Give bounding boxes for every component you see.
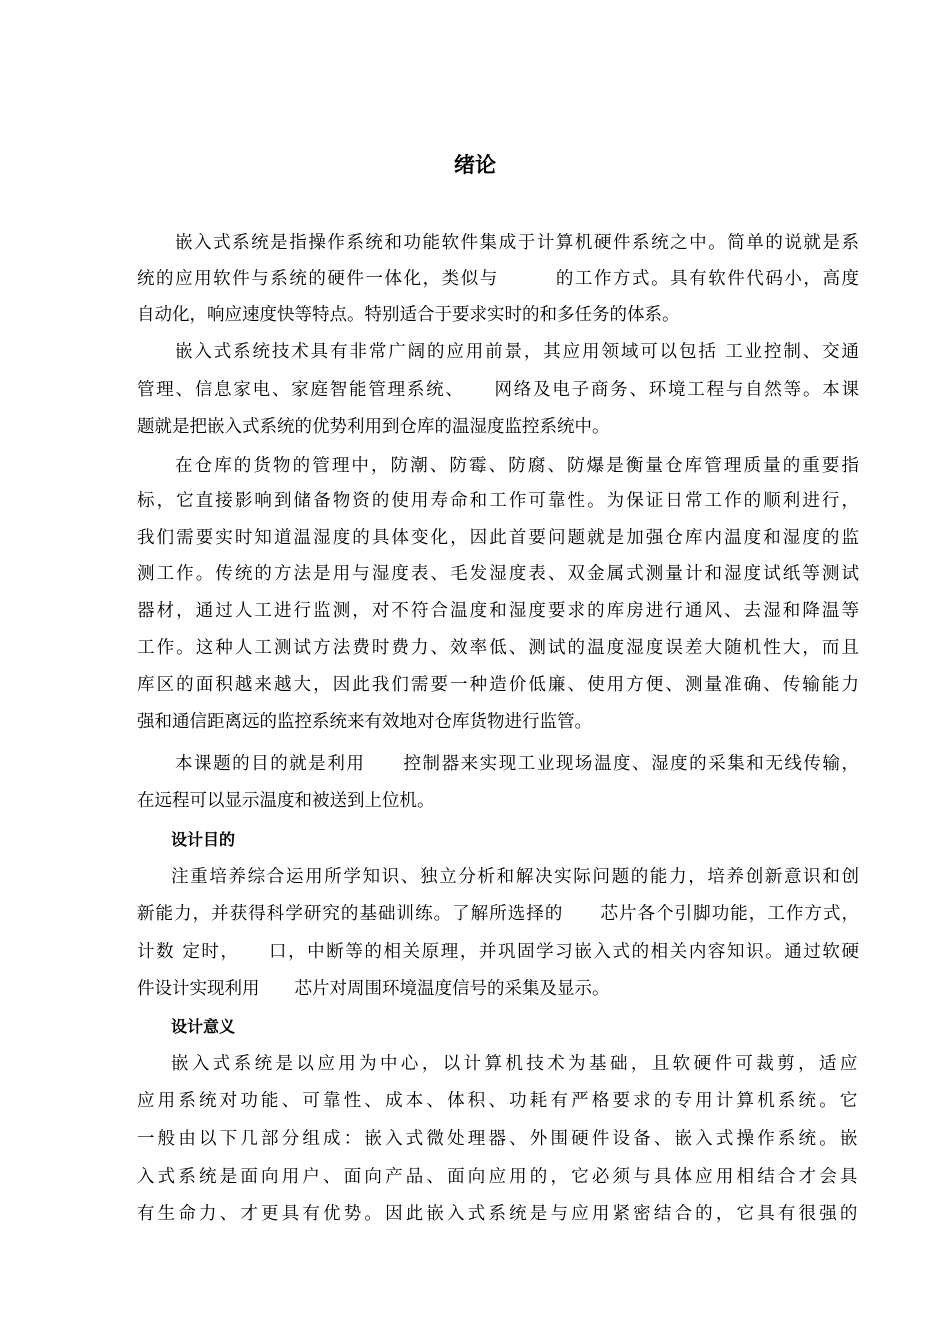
purpose-line-4: 件设计实现利用 芯片对周围环境温度信号的采集及显示。 xyxy=(137,979,610,999)
paragraph-4-line-1: 本课题的目的就是利用 控制器来实现工业现场温度、湿度的采集和无线传输， xyxy=(175,754,859,774)
paragraph-3-line-1: 在仓库的货物的管理中，防潮、防霉、防腐、防爆是衡量仓库管理质量的重要指 xyxy=(175,456,859,476)
significance-line-1: 嵌入式系统是以应用为中心，以计算机技术为基础，且软硬件可裁剪，适应 xyxy=(171,1054,859,1074)
paragraph-3-line-8: 强和通信距离远的监控系统来有效地对仓库货物进行监管。 xyxy=(137,712,592,732)
paragraph-3-line-5: 器材，通过人工进行监测，对不符合温度和湿度要求的库房进行通风、去湿和降温等 xyxy=(137,601,859,621)
paragraph-3-line-2: 标，它直接影响到储备物资的使用寿命和工作可靠性。为保证日常工作的顺利进行， xyxy=(137,491,859,511)
paragraph-1-line-3: 自动化，响应速度快等特点。特别适合于要求实时的和多任务的体系。 xyxy=(137,305,680,325)
paragraph-3-line-3: 我们需要实时知道温湿度的具体变化，因此首要问题就是加强仓库内温度和湿度的监 xyxy=(137,528,859,548)
paragraph-1-line-2: 统的应用软件与系统的硬件一体化，类似与 的工作方式。具有软件代码小，高度 xyxy=(137,269,859,289)
paragraph-3-line-6: 工作。这种人工测试方法费时费力、效率低、测试的温度湿度误差大随机性大，而且 xyxy=(137,638,859,658)
purpose-line-2: 新能力，并获得科学研究的基础训练。了解所选择的 芯片各个引脚功能，工作方式， xyxy=(137,904,859,924)
paragraph-2-line-1: 嵌入式系统技术具有非常广阔的应用前景，其应用领域可以包括 工业控制、交通 xyxy=(175,342,859,362)
purpose-line-3: 计数 定时， 口，中断等的相关原理，并巩固学习嵌入式的相关内容知识。通过软硬 xyxy=(137,942,859,962)
paragraph-4-line-2: 在远程可以显示温度和被送到上位机。 xyxy=(137,791,435,811)
paragraph-3-line-7: 库区的面积越来越大，因此我们需要一种造价低廉、使用方便、测量准确、传输能力 xyxy=(137,675,859,695)
paragraph-3-line-4: 测工作。传统的方法是用与湿度表、毛发湿度表、双金属式测量计和湿度试纸等测试 xyxy=(137,564,859,584)
paragraph-2-line-2: 管理、信息家电、家庭智能管理系统、 网络及电子商务、环境工程与自然等。本课 xyxy=(137,380,859,400)
significance-line-3: 一般由以下几部分组成：嵌入式微处理器、外围硬件设备、嵌入式操作系统。嵌 xyxy=(137,1129,859,1149)
purpose-line-1: 注重培养综合运用所学知识、独立分析和解决实际问题的能力，培养创新意识和创 xyxy=(171,867,859,887)
page-title: 绪论 xyxy=(454,153,496,177)
significance-line-5: 有生命力、才更具有优势。因此嵌入式系统是与应用紧密结合的，它具有很强的 xyxy=(137,1204,859,1224)
section-heading-significance: 设计意义 xyxy=(171,1017,236,1036)
paragraph-1-line-1: 嵌入式系统是指操作系统和功能软件集成于计算机硬件系统之中。简单的说就是系 xyxy=(175,233,859,253)
paragraph-2-line-3: 题就是把嵌入式系统的优势利用到仓库的温湿度监控系统中。 xyxy=(137,417,610,437)
section-heading-purpose: 设计目的 xyxy=(171,830,236,849)
significance-line-2: 应用系统对功能、可靠性、成本、体积、功耗有严格要求的专用计算机系统。它 xyxy=(137,1091,859,1111)
significance-line-4: 入式系统是面向用户、面向产品、面向应用的，它必须与具体应用相结合才会具 xyxy=(137,1167,859,1187)
